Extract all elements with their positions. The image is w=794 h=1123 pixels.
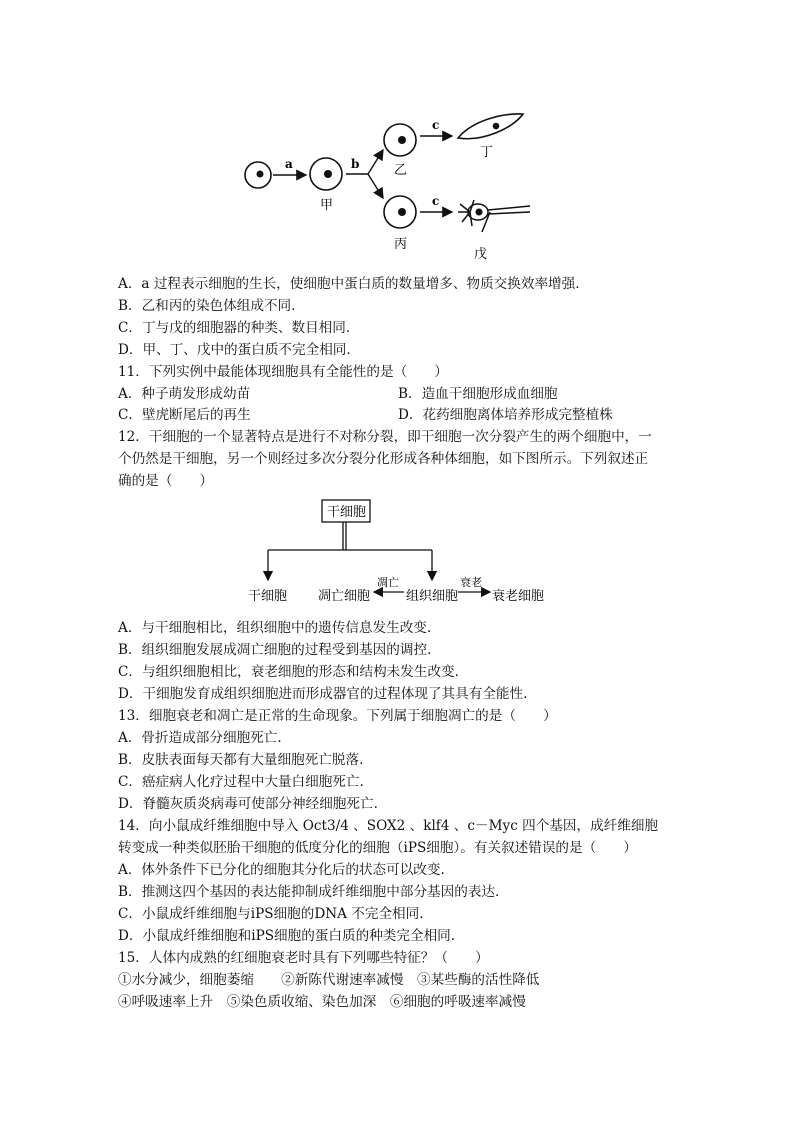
label-bing: 丙 — [394, 237, 408, 252]
q10-option-c: C．丁与戊的细胞器的种类、数目相同. — [118, 320, 351, 336]
label-a: a — [285, 157, 293, 171]
cell-jia — [310, 158, 342, 190]
q12-stem-line3: 确的是（ ） — [118, 473, 214, 489]
q15-options-line1: ①水分减少，细胞萎缩 ②新陈代谢速率减慢 ③某些酶的活性降低 — [118, 972, 540, 988]
q11-option-c: C．壁虎断尾后的再生 — [118, 407, 251, 423]
q12-stem-line2: 个仍然是干细胞，另一个则经过多次分裂分化形成各种体细胞，如下图所示。下列叙述正 — [118, 451, 649, 467]
label-jia: 甲 — [320, 198, 334, 213]
apoptotic-cell-label: 凋亡细胞 — [318, 589, 371, 604]
apoptosis-arrow-label: 凋亡 — [377, 576, 399, 589]
q10-option-a: A．a 过程表示细胞的生长，使细胞中蛋白质的数量增多、物质交换效率增强. — [118, 276, 580, 292]
label-yi: 乙 — [394, 163, 408, 178]
q10-option-b: B．乙和丙的染色体组成不同. — [118, 298, 296, 314]
q12-option-a: A．与干细胞相比，组织细胞中的遗传信息发生改变. — [118, 620, 432, 636]
q12-option-b: B．组织细胞发展成凋亡细胞的过程受到基因的调控. — [118, 642, 432, 658]
q12-option-d: D．干细胞发育成组织细胞进而形成器官的过程体现了其具有全能性. — [118, 686, 528, 702]
aging-cell-label: 衰老细胞 — [492, 589, 545, 604]
label-c-up: c — [432, 118, 440, 132]
q14-stem-line1: 14．向小鼠成纤维细胞中导入 Oct3/4 、SOX2 、klf4 、c－Myc 四个基因，成纤维细胞 — [118, 818, 659, 834]
q15-options-line2: ④呼吸速率上升 ⑤染色质收缩、染色加深 ⑥细胞的呼吸速率减慢 — [118, 994, 526, 1010]
q13-option-a: A．骨折造成部分细胞死亡. — [118, 730, 282, 746]
q11-option-d: D．花药细胞离体培养形成完整植株 — [398, 407, 613, 423]
top-stem-cell-label: 干细胞 — [327, 505, 367, 520]
q14-option-a: A．体外条件下已分化的细胞其分化后的状态可以改变. — [118, 862, 445, 878]
q15-stem: 15．人体内成熟的红细胞衰老时具有下列哪些特征？（ ） — [118, 950, 489, 966]
cell-ding — [458, 114, 523, 139]
q13-stem: 13．细胞衰老和凋亡是正常的生命现象。下列属于细胞凋亡的是（ ） — [118, 708, 557, 724]
q11-stem: 11．下列实例中最能体现细胞具有全能性的是（ ） — [118, 364, 448, 380]
q13-option-d: D．脊髓灰质炎病毒可使部分神经细胞死亡. — [118, 796, 378, 812]
q13-option-b: B．皮肤表面每天都有大量细胞死亡脱落. — [118, 752, 364, 768]
cell-wu — [458, 200, 530, 232]
daughter-stem-cell-label: 干细胞 — [248, 589, 288, 604]
q14-option-c: C．小鼠成纤维细胞与iPS细胞的DNA 不完全相同. — [118, 906, 424, 922]
q13-option-c: C．癌症病人化疗过程中大量白细胞死亡. — [118, 774, 364, 790]
q14-option-d: D．小鼠成纤维细胞和iPS细胞的蛋白质的种类完全相同. — [118, 928, 456, 944]
label-ding: 丁 — [480, 145, 494, 160]
arrow-b-down — [368, 174, 383, 198]
q14-option-b: B．推测这四个基因的表达能抑制成纤维细胞中部分基因的表达. — [118, 884, 500, 900]
q12-option-c: C．与组织细胞相比，衰老细胞的形态和结构未发生改变. — [118, 664, 459, 680]
q11-option-a: A．种子萌发形成幼苗 — [118, 386, 251, 402]
stem-cell-figure — [240, 494, 560, 610]
q12-stem-line1: 12．干细胞的一个显著特点是进行不对称分裂，即干细胞一次分裂产生的两个细胞中，一 — [118, 429, 652, 445]
label-wu: 戊 — [474, 247, 488, 262]
arrow-b-up — [368, 150, 383, 174]
cell-yi — [384, 124, 416, 156]
label-b: b — [351, 157, 360, 171]
q10-option-d: D．甲、丁、戊中的蛋白质不完全相同. — [118, 342, 351, 358]
q11-option-b: B．造血干细胞形成血细胞 — [398, 386, 558, 402]
tissue-cell-label: 组织细胞 — [406, 589, 459, 604]
cell-differentiation-figure — [238, 108, 538, 268]
cell-bing — [384, 196, 416, 228]
aging-arrow-label: 衰老 — [460, 576, 482, 589]
initial-cell — [245, 162, 271, 188]
label-c-down: c — [432, 194, 440, 208]
q14-stem-line2: 转变成一种类似胚胎干细胞的低度分化的细胞（iPS细胞）。有关叙述错误的是（ ） — [118, 840, 637, 856]
